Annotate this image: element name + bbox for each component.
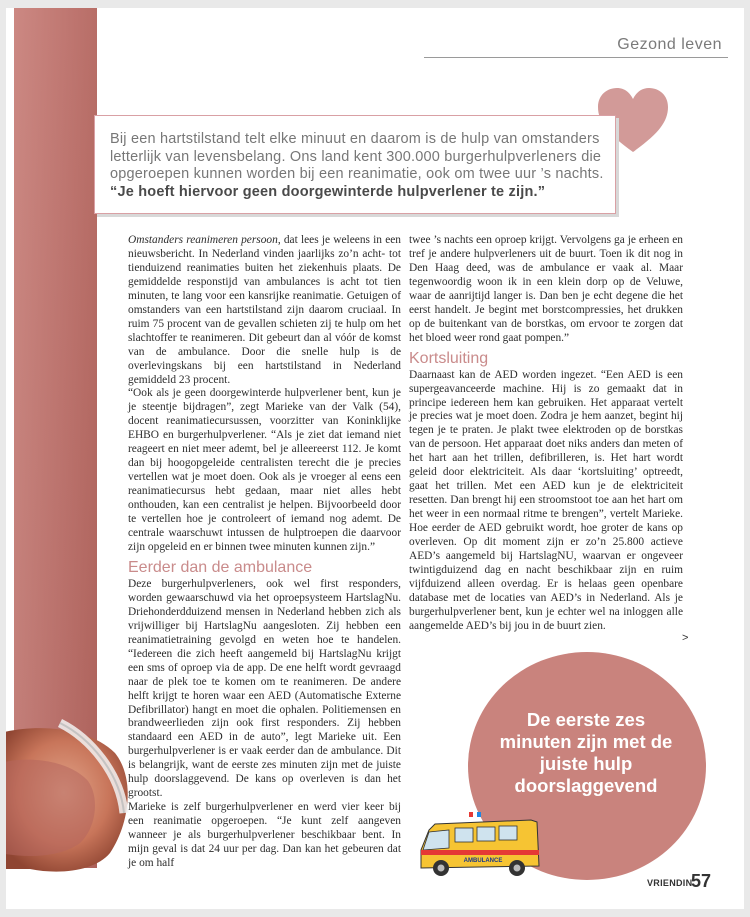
paragraph-5: twee ’s nachts een oproep krijgt. Vervolgens ga je erheen en tref je andere hulpverleners uit de buurt. Toen ik dit nog in Den Haag deed, was de ambulance er vaak al. Maar tegenwoordig woon ik in een klein dorp op de Veluwe, waar de aanrijtijd langer is. Dan ben je echt degene die het eerst handelt. Je begint met borstcompressies, het drukken op de buitenkant van de borstkas, om ervoor te zorgen dat het bloed weer rond gaat pompen.” xyxy=(409,234,683,344)
subheading-kortsluiting: Kortsluiting xyxy=(409,349,489,367)
continue-arrow: > xyxy=(682,632,689,644)
section-title: Gezond leven xyxy=(617,36,722,53)
paragraph-3: Deze burgerhulpverleners, ook wel first responders, worden gewaarschuwd via het oproepsysteem HartslagNu. Driehonderdduizend mensen in Nederland hebben zich als vrijwilliger bij HartslagNu aangesloten. Zij hebben een reanimatietraining gevolgd en weten hoe te handelen. “Iedereen die zich heeft aangemeld bij HartslagNu krijgt een sms of oproep via de app. De ene helft wordt gevraagd naar de plek toe te komen om te reanimeren. De andere helft krijgt te horen waar een AED (Automatische Externe Defibrillator) hangt en moet die ophalen. Politiemensen en brandweerlieden zijn ook first responders. Zij hebben standaard een AED in de auto”, legt Marieke uit. Een burgerhulpverlener is er vaak eerder dan de ambulance. Dit is belangrijk, want de eerste zes minuten zijn met de juiste hulp doorslaggevend. De kans op overleven is dan het grootst. xyxy=(128,577,401,800)
paragraph-2: “Ook als je geen doorgewinterde hulpverlener bent, kun je je steentje bijdragen”, zegt Marieke van der Valk (54), docent reanimatiecursussen, voorzitter van Koninklijke EHBO en burgerhulpverlener. “Als je ziet dat iemand niet reageert en niet meer ademt, bel je alleereerst 112. Je komt dan bij hoogopgeleide centralisten terecht die je precies vertellen wat je moet doen. Ook als je vroeger al eens een reanimatiecursus hebt gedaan, maar niet alles hebt onthouden, kan een centralist je helpen. Bijvoorbeeld door te vertellen hoe je controleert of iemand nog ademt. De centrale waarschuwt intussen de hulptroepen die daarvoor zijn opgeleid en er binnen twee minuten kunnen zijn.” xyxy=(128,387,401,553)
subheading-eerder: Eerder dan de ambulance xyxy=(128,558,313,576)
section-divider xyxy=(424,57,728,58)
pull-quote-text: De eerste zes minuten zijn met de juiste hulp doorslaggevend xyxy=(499,709,673,796)
paragraph-1-text: , dat lees je weleens in een nieuwsbericht. In Nederland vinden jaarlijks zo’n acht- tot tienduizend reanimaties buiten het ziekenhuis plaats. De gemiddelde responstijd van ambulances is acht tot tien minuten, te lang voor een kansrijke reanimatie. Getuigen of omstanders van een hartstilstand zijn daarom cruciaal. In ruim 75 procent van de gevallen schieten zij te hulp om het slachtoffer te reanimeren. Dit gebeurt dan al vóór de komst van de ambulance. Door die snelle hulp is de overlevingskans bij een hartstilstand in Nederland gemiddeld 23 procent. xyxy=(128,234,401,386)
article-column-left xyxy=(128,234,401,871)
intro-quote: “Je hoeft hiervoor geen doorgewinterde hulpverlener te zijn.” xyxy=(110,183,546,200)
footer-magazine-name: VRIENDIN xyxy=(647,878,693,888)
paragraph-1 xyxy=(128,234,401,387)
paragraph-4: Marieke is zelf burgerhulpverlener en werd vier keer bij een reanimatie opgeroepen. “Je kunt zelf aangeven wanneer je als burgerhulpverlener beschikbaar bent. In mijn geval is dat 24 uur per dag. Dan kan het gebeuren dat je om half xyxy=(128,801,401,869)
intro-body: Bij een hartstilstand telt elke minuut en daarom is de hulp van omstanders letterlijk van levensbelang. Ons land kent 300.000 burgerhulpverleners die opgeroepen kunnen worden bij een reanimatie, ook om twee uur ’s nachts. xyxy=(110,131,604,182)
lifebuoy-illustration xyxy=(6,693,140,873)
footer-page-number: 57 xyxy=(691,871,712,891)
paragraph-6: Daarnaast kan de AED worden ingezet. “Een AED is een supergeavanceerde machine. Hij is zo gemaakt dat in principe iedereen hem kan gebruiken. Het apparaat vertelt je precies wat je moet doen. Zodra je hem aanzet, begint hij tegen je te praten. Je plakt twee elektroden op de borstkas van de persoon. Het apparaat doet niks anders dan meten of het hart aan het trillen, defibrilleren, is. Het hart wordt geleid door elektriciteit. Als daar ‘kortsluiting’ optreedt, gaat het trillen. Met een AED kun je de elektriciteit resetten. Dan brengt hij een stroomstoot toe aan het hart om het weer in een normaal ritme te brengen”, vertelt Marieke. Hoe eerder de AED gebruikt wordt, hoe groter de kans op overleven. Op dit moment zijn er zo’n 25.800 actieve AED’s aangemeld bij HartslagNU, waarvan er ongeveer twintigduizend dag en nacht beschikbaar zijn en ruim vijfduizend alleen overdag. Er is helaas geen openbare database met de locaties van AED’s in Nederland. Als je burgerhulpverlener bent, kun je echter wel na inloggen alle aangemelde AED’s bij jou in de buurt zien. xyxy=(409,368,683,632)
ambulance-icon xyxy=(413,810,543,880)
lead-italic: Omstanders reanimeren persoon xyxy=(128,234,278,246)
ambulance-label: AMBULANCE xyxy=(463,858,503,864)
intro-text xyxy=(110,131,630,201)
article-column-right xyxy=(409,234,683,634)
magazine-page xyxy=(6,8,744,909)
